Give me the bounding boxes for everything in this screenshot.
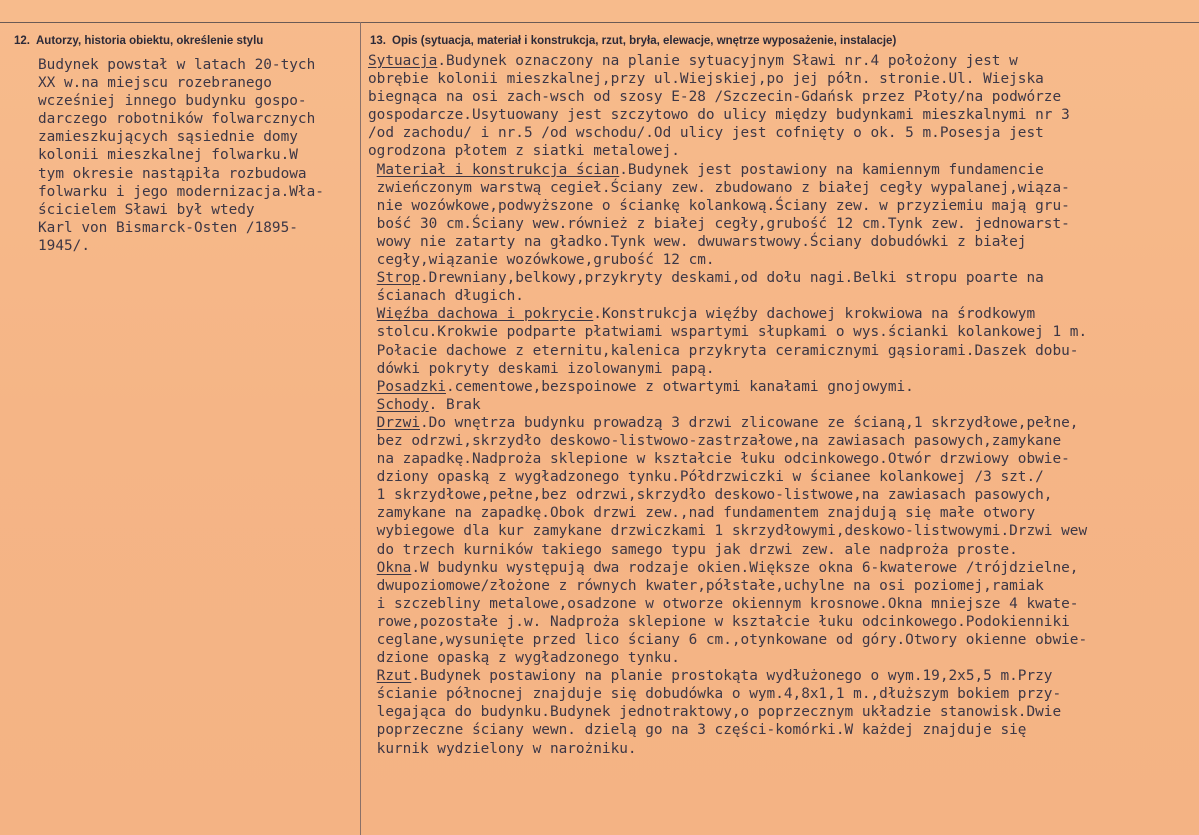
line-text: .Konstrukcja więźby dachowej krokwiowa na środkowym (593, 306, 1036, 323)
line-text: rowe,pozostałe j.w. Nadproża sklepione w kształcie łuku odcinkowego.Podokienniki (368, 613, 1070, 630)
text-line (368, 703, 1198, 721)
text-line: Budynek powstał w latach 20-tych (38, 57, 316, 73)
text-line (368, 432, 1198, 450)
text-line (368, 52, 1198, 70)
text-line (368, 106, 1198, 124)
text-line (368, 70, 1198, 88)
text-line: zamieszkujących sąsiednie domy (38, 129, 298, 146)
subsection-heading: Sytuacja (368, 53, 438, 69)
section-13-header (370, 35, 896, 47)
text-line (368, 378, 1198, 396)
text-line: kolonii mieszkalnej folwarku.W (38, 147, 298, 164)
text-line (368, 88, 1198, 106)
column-divider (360, 22, 361, 835)
text-line: XX w.na miejscu rozebranego (38, 75, 272, 92)
line-text: /od zachodu/ i nr.5 /od wschodu/.Od ulicy jest cofnięty o ok. 5 m.Posesja jest (368, 125, 1044, 142)
section-12-text (38, 56, 360, 255)
text-line (368, 613, 1198, 631)
line-text: wybiegowe dla kur zamykane drzwiczkami 1 skrzydłowymi,deskowo-listwowymi.Drzwi wew (368, 523, 1088, 540)
section-13-number: 13. (370, 35, 386, 47)
line-text: .Budynek jest postawiony na kamiennym fundamencie (619, 161, 1044, 178)
text-line (368, 559, 1198, 577)
section-13-title: Opis (sytuacja, materiał i konstrukcja, rzut, bryła, elewacje, wnętrze wyposażenie, instalacje) (392, 35, 897, 47)
line-text: .Budynek oznaczony na planie sytuacyjnym Sławi nr.4 położony jest w (437, 53, 1018, 69)
line-text: ceglane,wysunięte przed lico ściany 6 cm.,otynkowane od góry.Otwory okienne obwie- (368, 632, 1088, 648)
line-text: legająca do budynku.Budynek jednotraktowy,o poprzecznym układzie stanowisk.Dwie (368, 704, 1062, 721)
text-line: 1945/. (38, 237, 90, 254)
line-text: poprzeczne ściany wewn. dzielą go na 3 części-komórki.W każdej znajduje się (368, 722, 1027, 739)
line-text: bość 30 cm.Ściany wew.również z białej cegły,grubość 12 cm.Tynk zew. jednowarst- (368, 215, 1070, 232)
line-text: biegnąca na osi zach-wsch od szosy E-28 /Szczecin-Gdańsk przez Płoty/na podwórze (368, 89, 1062, 106)
text-line: wcześniej innego budynku gospo- (38, 93, 307, 110)
text-line (368, 142, 1198, 160)
line-text: dzione opaską z wygładzonego tynku. (368, 650, 680, 667)
line-text: zwieńczonym warstwą cegieł.Ściany zew. zbudowano z białej cegły wypalanej,wiąza- (368, 179, 1070, 196)
top-rule (0, 22, 1199, 23)
text-line: ścicielem Sławi był wtedy (38, 201, 255, 218)
subsection-heading: Drzwi (376, 414, 420, 431)
text-line (368, 468, 1198, 486)
section-13-text (368, 52, 1198, 758)
line-text: dziony opaską z wygładzonego tynku.Półdrzwiczki w ścianee kolankowej /3 szt./ (368, 469, 1044, 486)
text-line (368, 577, 1198, 595)
text-line (368, 305, 1198, 323)
text-line (368, 124, 1198, 142)
text-line: tym okresie nastąpiła rozbudowa (38, 165, 307, 182)
line-text: obrębie kolonii mieszkalnej,przy ul.Wiejskiej,po jej półn. stronie.Ul. Wiejska (368, 71, 1044, 88)
line-text: dwupoziomowe/złożone z równych kwater,półstałe,uchylne na osi poziomej,ramiak (368, 577, 1044, 594)
text-line (368, 360, 1198, 378)
text-line (368, 721, 1198, 739)
text-line (368, 287, 1198, 305)
line-text: do trzech kurników takiego samego typu jak drzwi zew. ale nadproża proste. (368, 541, 1018, 558)
section-12-header (14, 35, 263, 47)
text-line (368, 740, 1198, 758)
line-text: .Drewniany,belkowy,przykryty deskami,od dołu nagi.Belki stropu poarte na (420, 270, 1044, 287)
section-12-number: 12. (14, 35, 30, 47)
subsection-heading: Więźba dachowa i pokrycie (376, 306, 594, 323)
text-line (368, 450, 1198, 468)
subsection-heading: Schody (376, 396, 429, 413)
text-line (368, 215, 1198, 233)
line-text: wowy nie zatarty na gładko.Tynk wew. dwuwarstwowy.Ściany dobudówki z białej (368, 233, 1027, 250)
text-line (368, 541, 1198, 559)
text-line (368, 323, 1198, 341)
text-line (368, 667, 1198, 685)
line-text: i szczebliny metalowe,osadzone w otworze okiennym krosnowe.Okna mniejsze 4 kwate- (368, 595, 1079, 612)
line-text: na zapadkę.Nadproża sklepione w kształcie łuku odcinkowego.Otwór drzwiowy obwie- (368, 451, 1070, 468)
section-12-title: Autorzy, historia obiektu, określenie stylu (36, 35, 264, 47)
line-text: .Budynek postawiony na planie prostokąta wydłużonego o wym.19,2x5,5 m.Przy (411, 668, 1053, 685)
line-text: . Brak (428, 396, 481, 413)
subsection-heading: Posadzki (376, 378, 446, 395)
subsection-heading: Okna (376, 559, 412, 576)
line-text: dówki pokryty deskami izolowanymi papą. (368, 360, 715, 377)
text-line (368, 631, 1198, 649)
text-line (368, 233, 1198, 251)
line-text: cegły,wiązanie wozówkowe,grubość 12 cm. (368, 252, 715, 269)
text-line (368, 197, 1198, 215)
text-line (368, 685, 1198, 703)
text-line (368, 649, 1198, 667)
text-line: darczego robotników folwarcznych (38, 111, 316, 128)
text-line (368, 342, 1198, 360)
text-line (368, 396, 1198, 414)
subsection-heading: Rzut (376, 668, 412, 685)
text-line (368, 486, 1198, 504)
text-line (368, 504, 1198, 522)
subsection-heading: Materiał i konstrukcja ścian (376, 161, 620, 178)
subsection-heading: Strop (376, 270, 420, 287)
line-text: zamykane na zapadkę.Obok drzwi zew.,nad fundamentem znajdują się małe otwory (368, 505, 1036, 522)
line-text: ścianach długich. (368, 288, 524, 305)
line-text: .cementowe,bezspoinowe z otwartymi kanałami gnojowymi. (445, 378, 914, 395)
line-text: ścianie północnej znajduje się dobudówka o wym.4,8x1,1 m.,dłuższym bokiem przy- (368, 686, 1062, 703)
line-text: ogrodzona płotem z siatki metalowej. (368, 143, 680, 160)
line-text: Połacie dachowe z eternitu,kalenica przykryta ceramicznymi gąsiorami.Daszek dobu- (368, 342, 1079, 359)
text-line (368, 522, 1198, 540)
text-line (368, 595, 1198, 613)
text-line: Karl von Bismarck-Osten /1895- (38, 219, 298, 236)
line-text: .W budynku występują dwa rodzaje okien.Większe okna 6-kwaterowe /trójdzielne, (411, 559, 1079, 576)
text-line (368, 251, 1198, 269)
text-line (368, 414, 1198, 432)
line-text: stolcu.Krokwie podparte płatwiami wspartymi słupkami o wys.ścianki kolankowej 1 m. (368, 324, 1088, 341)
line-text: 1 skrzydłowe,pełne,bez odrzwi,skrzydło deskowo-listwowe,na zawiasach pasowych, (368, 487, 1053, 504)
line-text: gospodarcze.Usytuowany jest szczytowo do ulicy między budynkami mieszkalnymi nr 3 (368, 107, 1070, 124)
text-line: folwarku i jego modernizacja.Wła- (38, 183, 324, 200)
text-line (368, 269, 1198, 287)
text-line (368, 161, 1198, 179)
line-text: nie wozówkowe,podwyższone o ściankę kolankową.Ściany zew. w przyziemiu mają gru- (368, 197, 1070, 214)
line-text: .Do wnętrza budynku prowadzą 3 drzwi zlicowane ze ścianą,1 skrzydłowe,pełne, (420, 414, 1079, 431)
text-line (368, 179, 1198, 197)
line-text: bez odrzwi,skrzydło deskowo-listwowo-zastrzałowe,na zawiasach pasowych,zamykane (368, 432, 1062, 449)
line-text: kurnik wydzielony w narożniku. (368, 740, 637, 757)
